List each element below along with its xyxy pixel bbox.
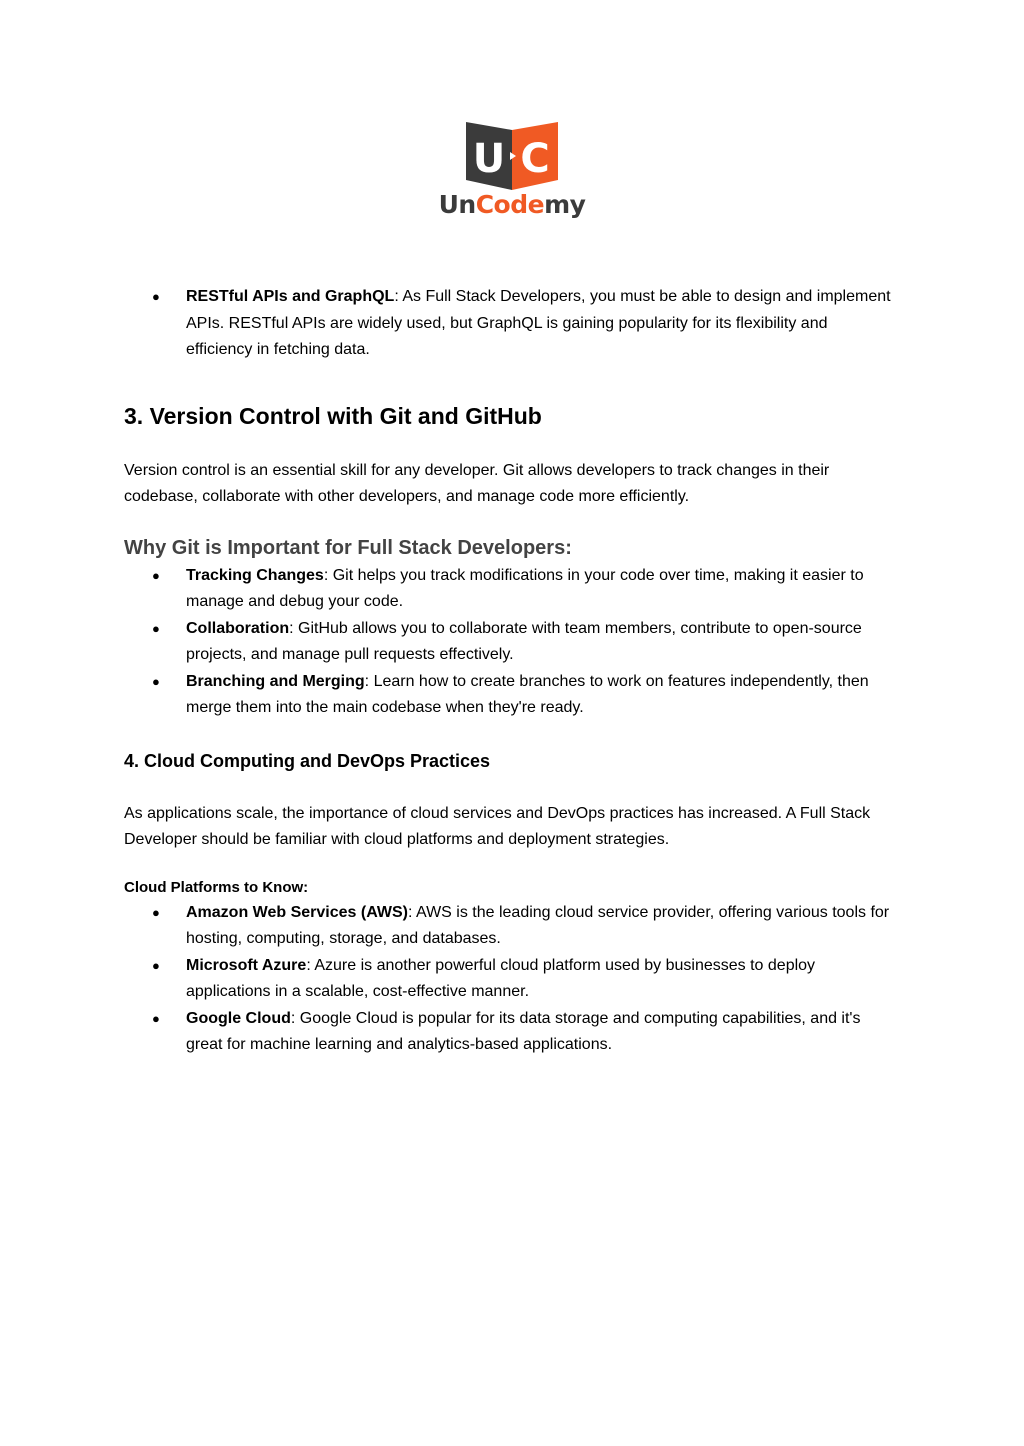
intro-bullet-list [124, 284, 894, 364]
cloud-bullet-list [124, 900, 894, 1059]
list-item [124, 563, 894, 616]
section4-subheading: Cloud Platforms to Know: [124, 878, 309, 896]
bullet-term: Google Cloud [186, 1009, 291, 1027]
section4-paragraph: As applications scale, the importance of cloud services and DevOps practices has increased. A Full Stack Developer should be familiar with cloud platforms and deployment strategies. [124, 804, 871, 848]
logo-letter-c: C [520, 136, 550, 182]
list-item [124, 953, 894, 1006]
bullet-text: : GitHub allows you to collaborate with team members, contribute to open-source projects, and manage pull requests effectively. [186, 619, 862, 663]
section3-subheading: Why Git is Important for Full Stack Developers: [124, 536, 572, 559]
bullet-text: : Google Cloud is popular for its data storage and computing capabilities, and it's great for machine learning and analytics-based applications. [186, 1009, 861, 1053]
git-bullet-list [124, 563, 894, 722]
wordmark-un: Un [438, 190, 476, 219]
section4-heading: 4. Cloud Computing and DevOps Practices [124, 750, 491, 771]
wordmark-code: Code [475, 190, 545, 219]
bullet-icon: ● [152, 289, 160, 304]
section3-heading: 3. Version Control with Git and GitHub [124, 402, 542, 429]
bullet-icon: ● [152, 567, 160, 583]
bullet-term: Tracking Changes [186, 566, 324, 584]
bullet-term: Amazon Web Services (AWS) [186, 903, 408, 921]
logo-letter-u: U [472, 136, 506, 182]
list-item [124, 284, 894, 364]
bullet-icon: ● [152, 620, 160, 636]
list-item [124, 616, 894, 669]
bullet-term: RESTful APIs and GraphQL [186, 288, 395, 305]
uncodemy-logo-mark [436, 122, 588, 190]
bullet-text: : Learn how to create branches to work on features independently, then merge them into the main codebase when they're ready. [186, 672, 869, 716]
bullet-text: : As Full Stack Developers, you must be able to design and implement APIs. RESTful APIs are widely used, but GraphQL is gaining popularity for its flexibility and efficiency in fetching data. [186, 288, 891, 358]
list-item [124, 669, 894, 722]
document-body [124, 284, 894, 1059]
bullet-term: Collaboration [186, 619, 290, 637]
bullet-term: Branching and Merging [186, 672, 365, 690]
bullet-text: : Git helps you track modifications in your code over time, making it easier to manage and debug your code. [186, 566, 864, 610]
bullet-icon: ● [152, 904, 160, 920]
bullet-term: Microsoft Azure [186, 956, 307, 974]
bullet-text: : Azure is another powerful cloud platform used by businesses to deploy applications in a scalable, cost-effective manner. [186, 956, 816, 1000]
bullet-icon: ● [152, 1010, 160, 1026]
section3-paragraph: Version control is an essential skill for any developer. Git allows developers to track changes in their codebase, collaborate with other developers, and manage code more efficiently. [124, 461, 830, 505]
uncodemy-logo [436, 122, 588, 222]
bullet-text: : AWS is the leading cloud service provider, offering various tools for hosting, computing, storage, and databases. [186, 903, 890, 947]
logo-wordmark [436, 190, 588, 220]
bullet-icon: ● [152, 957, 160, 973]
list-item [124, 900, 894, 953]
bullet-icon: ● [152, 673, 160, 689]
wordmark-my: my [544, 190, 586, 219]
list-item [124, 1006, 894, 1059]
